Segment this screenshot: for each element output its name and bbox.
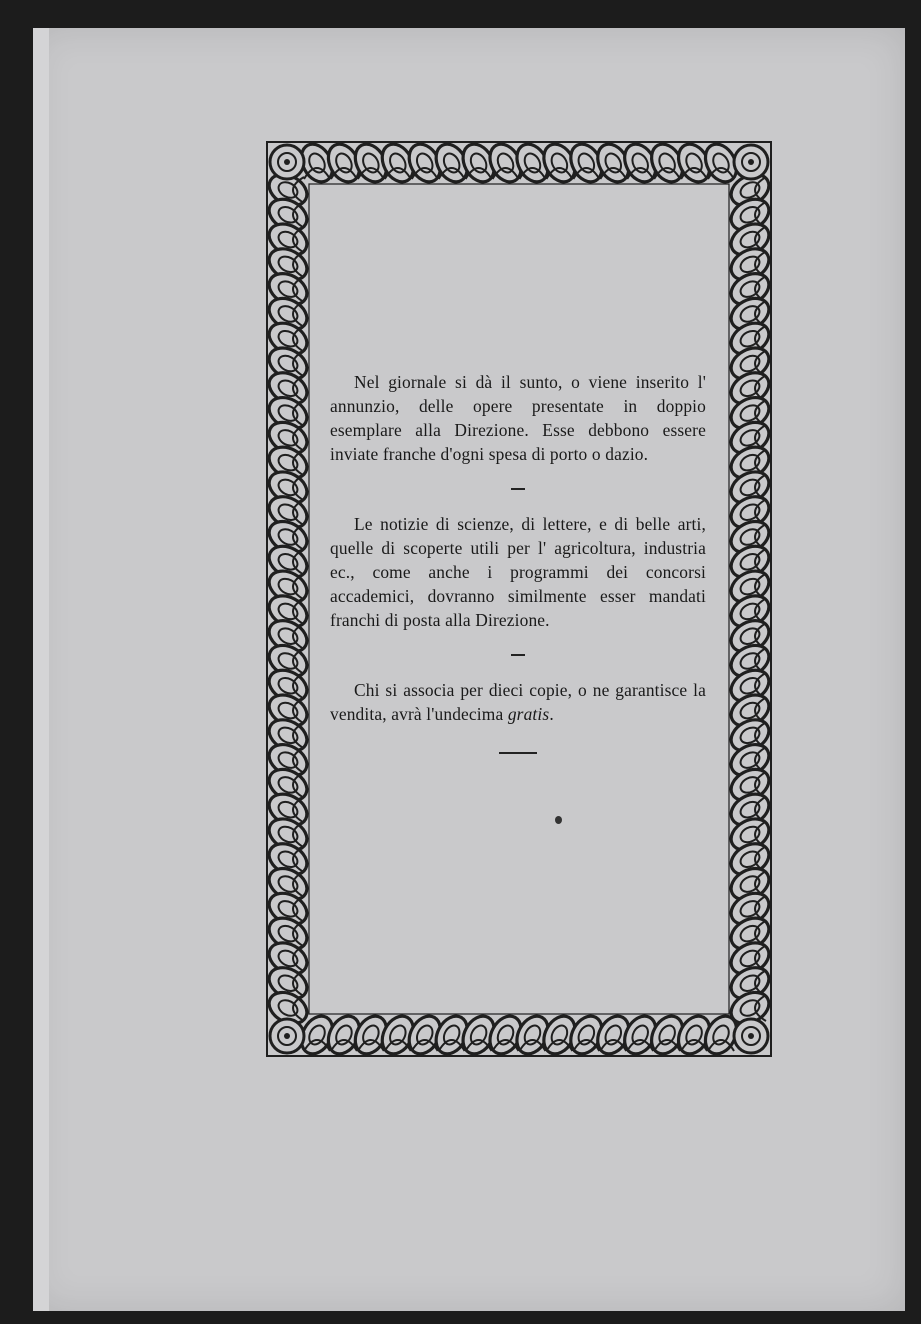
separator-rule [511, 654, 525, 656]
corner-rosette [734, 145, 768, 179]
corner-rosette [734, 1019, 768, 1053]
page-edge [33, 28, 49, 1311]
subscription-text: Chi si associa per dieci copie, o ne garantisce la vendita, avrà l'undecima [330, 680, 706, 724]
closing-rule [499, 752, 537, 754]
corner-rosette [270, 1019, 304, 1053]
ink-spot [555, 816, 562, 824]
subscription-end: . [549, 704, 554, 724]
notice-text [330, 370, 706, 754]
corner-rosette [270, 145, 304, 179]
separator-rule [511, 488, 525, 490]
paragraph-subscription [330, 678, 706, 726]
paragraph-news: Le notizie di scienze, di lettere, e di belle arti, quelle di scoperte utili per l' agricoltura, industria ec., come anche i programmi dei concorsi accademici, dovranno similmente esser mandati franchi di posta alla Direzione. [330, 514, 706, 630]
gratis-word: gratis [507, 704, 550, 724]
paragraph-submissions: Nel giornale si dà il sunto, o viene inserito l' annunzio, delle opere presentate in doppio esemplare alla Direzione. Esse debbono essere inviate franche d'ogni spesa di porto o dazio. [330, 372, 706, 464]
